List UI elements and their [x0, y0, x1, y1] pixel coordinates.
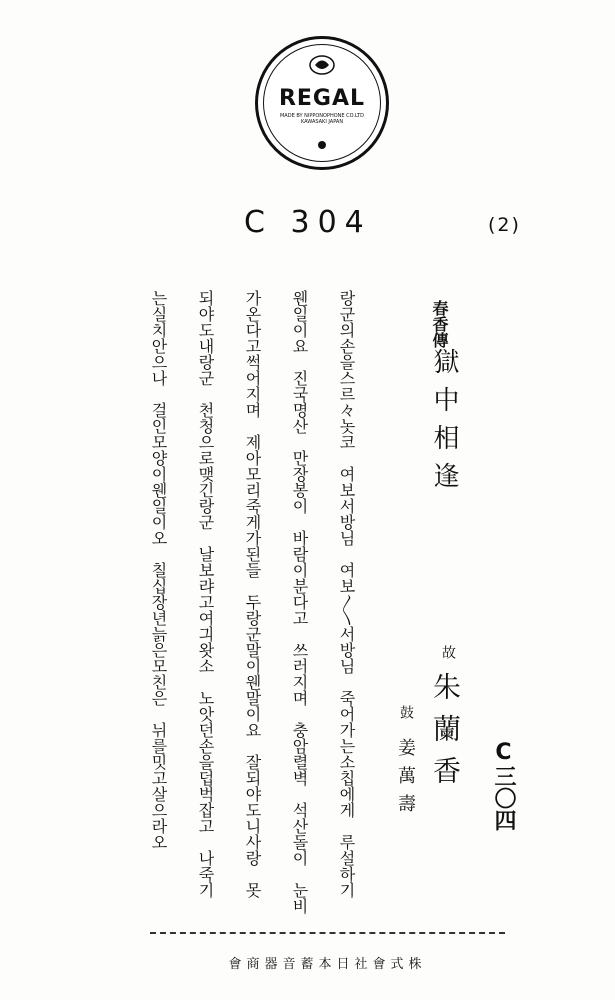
series-title: 春香傳	[430, 300, 449, 348]
record-label	[255, 36, 389, 170]
song-title: 獄中相逢	[429, 348, 459, 500]
drummer-role: 鼓	[398, 705, 414, 719]
lyrics-line-3: 가온다고썩어지며 제아모리죽게가된들 두랑군말이웬말이요 잘되야도니사랑 못	[243, 290, 262, 898]
regal-crest-icon	[309, 52, 335, 78]
spindle-hole	[318, 141, 326, 149]
lyrics-line-5: 는실치안으나 걸인모양이웬일이오 칠십장년늙은모친은 뉘를밋고살으라오	[149, 290, 168, 850]
label-fine-print: MADE BY NIPPONOPHONE CO.LTD KAWASAKI JAPAN	[279, 113, 364, 125]
lyrics-line-1: 랑군의손을스르々놋코 여보서방님 여보〳〵서방님 죽어가는소칩에게 루설하기	[337, 290, 356, 898]
side-number: (2)	[488, 214, 521, 236]
singer-prefix: 故	[440, 645, 456, 659]
company-name: 株式會社日本蓄音器商會	[228, 957, 427, 972]
footer-divider	[150, 932, 505, 934]
lyrics-line-4: 되야도내랑군 천청으로맺긴랑군 날보랴고여긔왓소 노앗던손을덥벅잡고 나죽기	[196, 290, 215, 898]
catalog-cjk: C三〇四	[491, 740, 516, 831]
drummer-name: 姜萬壽	[395, 738, 416, 822]
catalog-number: C 304	[244, 205, 372, 240]
label-brand: REGAL	[278, 86, 366, 111]
singer-name: 朱蘭香	[429, 672, 462, 798]
lyrics-line-2: 웬일이요 진국명산 만장봉이 바람이분다고 쓰러지며 충암렬벽 석산돌이 눈비	[290, 290, 309, 914]
